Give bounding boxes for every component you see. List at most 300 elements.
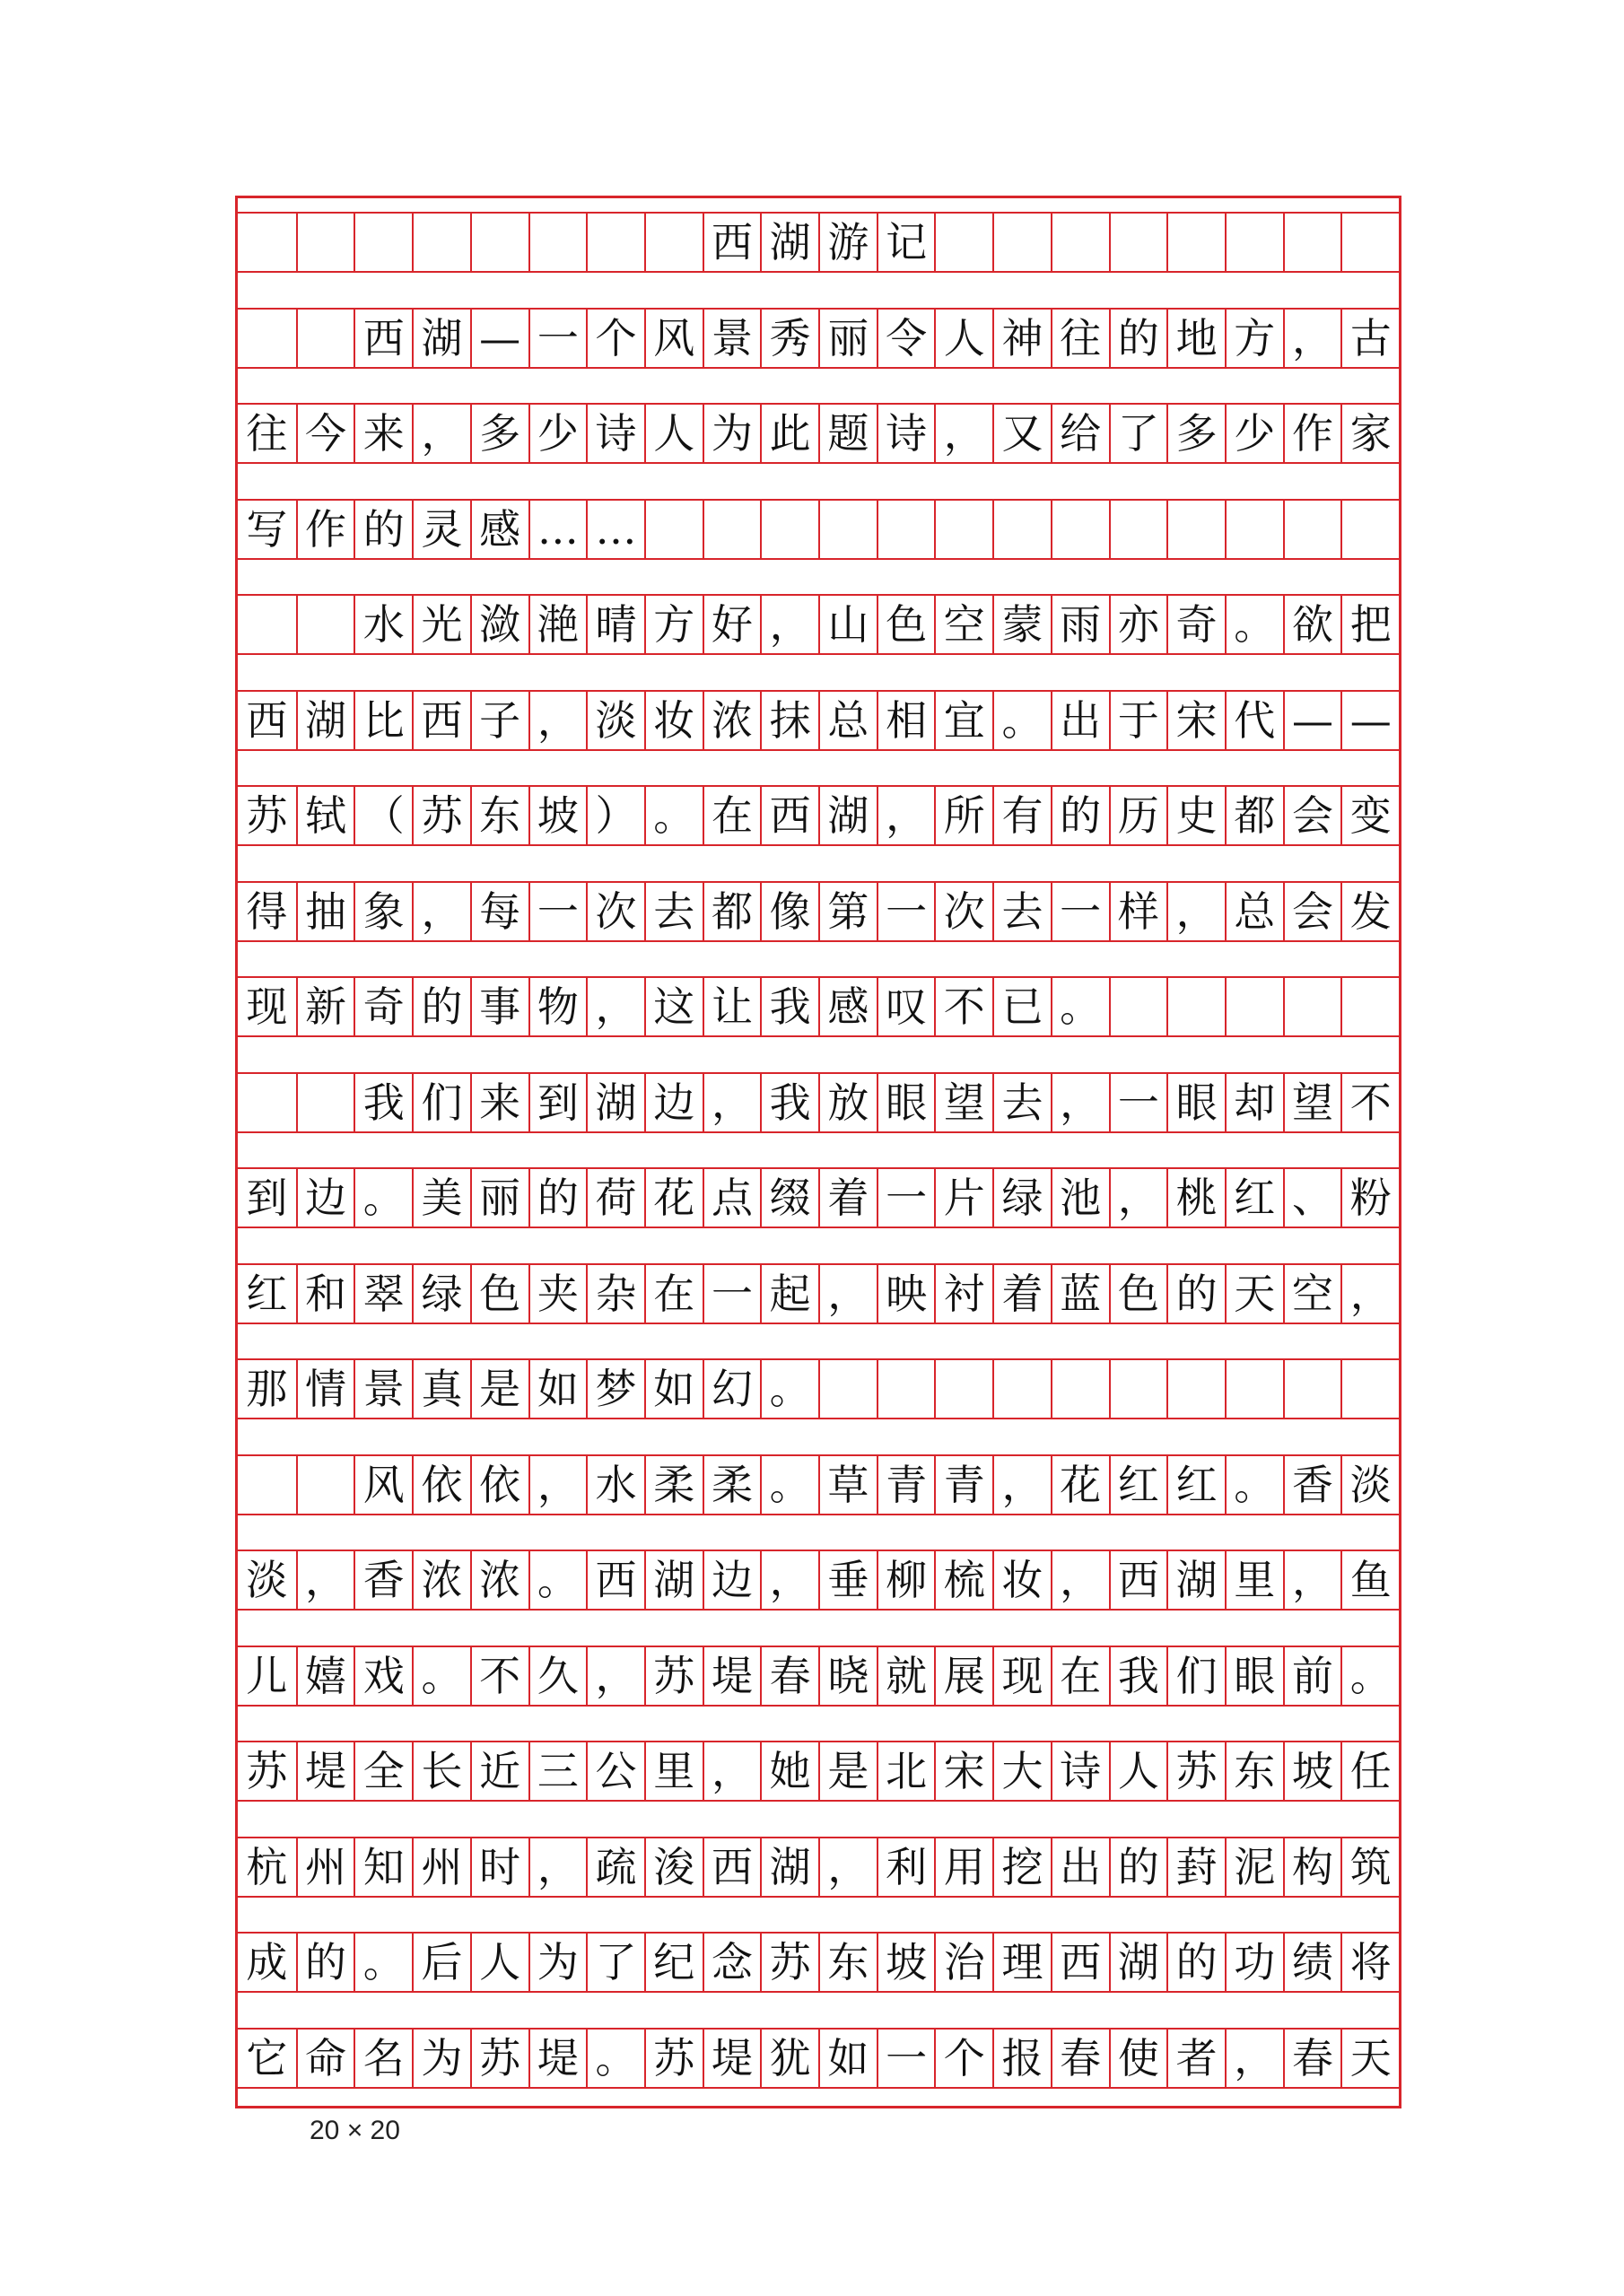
- text-row: [238, 1168, 1399, 1227]
- grid-cell: 坡: [1283, 1742, 1341, 1801]
- grid-cell: ，: [818, 1838, 877, 1897]
- text-row: [238, 1742, 1399, 1801]
- grid-cell: 出: [1051, 691, 1109, 750]
- grid-cell: 来: [354, 404, 412, 463]
- grid-cell: 往: [246, 409, 288, 458]
- grid-cell: 、: [1283, 1168, 1341, 1227]
- grid-cell: 依: [470, 1455, 528, 1515]
- grid-cell: 的: [412, 977, 470, 1036]
- grid-cell: 湖: [644, 1550, 703, 1610]
- text-row: [238, 977, 1399, 1036]
- grid-cell: 构: [1283, 1838, 1341, 1897]
- grid-cell: 少: [1225, 404, 1283, 463]
- grid-cell: 大: [992, 1742, 1051, 1801]
- grid-cell: 。: [354, 1168, 412, 1227]
- grid-cell: 去: [644, 882, 703, 941]
- grid-cell: [296, 1073, 354, 1132]
- grid-cell: 在: [644, 1264, 703, 1323]
- grid-cell: 依: [412, 1455, 470, 1515]
- grid-cell: 现: [246, 982, 288, 1031]
- grid-cell: 苏: [412, 786, 470, 845]
- grid-cell: [1283, 213, 1341, 272]
- grid-cell: 的: [354, 500, 412, 559]
- grid-cell: 苏: [1166, 1742, 1225, 1801]
- grid-cell: 边: [644, 1073, 703, 1132]
- grid-cell: 春: [1051, 2029, 1109, 2088]
- grid-cell: 。: [354, 1933, 412, 1992]
- grid-cell: 报: [992, 2029, 1051, 2088]
- grid-cell: 西: [354, 309, 412, 368]
- grid-cell: 的: [1166, 1933, 1225, 1992]
- grid-cell: ，: [1283, 1550, 1341, 1610]
- text-row: [238, 1264, 1399, 1323]
- grid-cell: 第: [818, 882, 877, 941]
- grid-cell: 者: [1166, 2029, 1225, 2088]
- grid-cell: 丽: [818, 309, 877, 368]
- grid-cell: ，: [528, 1455, 587, 1515]
- grid-cell: 前: [1283, 1646, 1341, 1706]
- grid-cell: 奇: [354, 977, 412, 1036]
- grid-cell: 西: [703, 1838, 761, 1897]
- grid-cell: [934, 500, 992, 559]
- grid-cell: 物: [528, 977, 587, 1036]
- grid-cell: 挖: [992, 1838, 1051, 1897]
- grid-cell: —: [1340, 691, 1399, 750]
- grid-cell: …: [586, 500, 644, 559]
- grid-cell: [1051, 213, 1109, 272]
- grid-cell: 人: [1109, 1742, 1167, 1801]
- grid-cell: 西: [412, 691, 470, 750]
- grid-cell: 宜: [934, 691, 992, 750]
- grid-cell: 晓: [818, 1646, 877, 1706]
- text-row: [238, 786, 1399, 845]
- grid-cell: [296, 1455, 354, 1515]
- text-row: [238, 1838, 1399, 1897]
- grid-cell: 花: [644, 1168, 703, 1227]
- grid-cell: 比: [354, 691, 412, 750]
- grid-cell: 都: [1225, 786, 1283, 845]
- grid-cell: 山: [818, 595, 877, 654]
- grid-cell: 都: [703, 882, 761, 941]
- grid-cell: [1166, 1359, 1225, 1419]
- grid-cell: 天: [1225, 1264, 1283, 1323]
- grid-cell: 眼: [877, 1073, 935, 1132]
- grid-cell: 每: [470, 882, 528, 941]
- grid-cell: 空: [1283, 1264, 1341, 1323]
- manuscript-grid: [235, 196, 1401, 2108]
- grid-cell: 们: [412, 1073, 470, 1132]
- grid-cell: ，: [1340, 1264, 1399, 1323]
- grid-cell: 理: [992, 1933, 1051, 1992]
- grid-cell: 儿: [246, 1651, 288, 1700]
- grid-cell: 家: [1340, 404, 1399, 463]
- grid-cell: 亦: [1109, 595, 1167, 654]
- grid-cell: 她: [760, 1742, 818, 1801]
- grid-cell: 它: [246, 2033, 288, 2082]
- grid-cell: [296, 595, 354, 654]
- grid-cell: 此: [760, 404, 818, 463]
- grid-cell: 晴: [586, 595, 644, 654]
- grid-cell: 在: [703, 786, 761, 845]
- grid-cell: 垂: [818, 1550, 877, 1610]
- grid-cell: 写: [246, 504, 288, 554]
- grid-cell: 象: [354, 882, 412, 941]
- grid-cell: 宋: [1166, 691, 1225, 750]
- grid-cell: 湖: [1109, 1933, 1167, 1992]
- grid-cell: 多: [470, 404, 528, 463]
- grid-cell: 到: [246, 1174, 288, 1222]
- grid-cell: 湖: [412, 309, 470, 368]
- grid-cell: [818, 500, 877, 559]
- grid-cell: 了: [1109, 404, 1167, 463]
- grid-cell: 。: [1340, 1646, 1399, 1706]
- grid-cell: 知: [354, 1838, 412, 1897]
- grid-cell: 翠: [354, 1264, 412, 1323]
- grid-cell: 为: [412, 2029, 470, 2088]
- grid-cell: 方: [1225, 309, 1283, 368]
- grid-cell: [992, 500, 1051, 559]
- grid-cell: 鱼: [1340, 1550, 1399, 1610]
- text-row: [238, 2029, 1399, 2088]
- grid-cell: ，: [877, 786, 935, 845]
- text-row: [238, 691, 1399, 750]
- grid-cell: 方: [644, 595, 703, 654]
- grid-cell: 景: [703, 309, 761, 368]
- grid-cell: 粉: [1340, 1168, 1399, 1227]
- grid-cell: 杂: [586, 1264, 644, 1323]
- grid-cell: [644, 213, 703, 272]
- grid-cell: [528, 213, 587, 272]
- grid-cell: 一: [877, 2029, 935, 2088]
- grid-cell: 游: [818, 213, 877, 272]
- grid-cell: 堤: [703, 2029, 761, 2088]
- grid-cell: 成: [246, 1938, 288, 1986]
- text-row: [238, 1455, 1399, 1515]
- grid-cell: [354, 213, 412, 272]
- grid-cell: 妆: [992, 1550, 1051, 1610]
- grid-cell: [1109, 213, 1167, 272]
- grid-cell: 嬉: [296, 1646, 354, 1706]
- grid-cell: 如: [644, 1359, 703, 1419]
- grid-cell: 一: [528, 882, 587, 941]
- grid-cell: 堤: [528, 2029, 587, 2088]
- text-row: [238, 309, 1399, 368]
- grid-cell: —: [470, 309, 528, 368]
- grid-cell: 青: [877, 1455, 935, 1515]
- grid-cell: 我: [354, 1073, 412, 1132]
- grid-cell: 红: [1225, 1168, 1283, 1227]
- grid-cell: 纪: [644, 1933, 703, 1992]
- grid-cell: 望: [1283, 1073, 1341, 1132]
- grid-cell: 雨: [1051, 595, 1109, 654]
- grid-cell: ，: [296, 1550, 354, 1610]
- grid-cell: 不: [1340, 1073, 1399, 1132]
- grid-cell: 绿: [412, 1264, 470, 1323]
- grid-cell: 利: [877, 1838, 935, 1897]
- grid-cell: [586, 213, 644, 272]
- grid-cell: 为: [703, 404, 761, 463]
- grid-cell: 丽: [470, 1168, 528, 1227]
- grid-cell: 史: [1166, 786, 1225, 845]
- grid-cell: 古: [1340, 309, 1399, 368]
- grid-cell: 苏: [246, 791, 288, 840]
- grid-cell: 功: [1225, 1933, 1283, 1992]
- grid-cell: 浓: [412, 1550, 470, 1610]
- grid-cell: 总: [818, 691, 877, 750]
- grid-cell: 近: [470, 1742, 528, 1801]
- grid-cell: 风: [644, 309, 703, 368]
- grid-cell: [877, 1359, 935, 1419]
- grid-cell: ，: [760, 1550, 818, 1610]
- grid-cell: 映: [877, 1264, 935, 1323]
- grid-cell: 幻: [703, 1359, 761, 1419]
- grid-cell: 西: [246, 695, 288, 745]
- grid-cell: 任: [1340, 1742, 1399, 1801]
- grid-cell: [412, 213, 470, 272]
- grid-cell: ，: [412, 404, 470, 463]
- grid-cell: 神: [992, 309, 1051, 368]
- grid-cell: ）: [586, 786, 644, 845]
- grid-cell: 事: [470, 977, 528, 1036]
- grid-cell: [238, 213, 296, 272]
- grid-cell: 好: [703, 595, 761, 654]
- grid-cell: 湖: [760, 213, 818, 272]
- grid-cell: 的: [528, 1168, 587, 1227]
- grid-cell: 个: [586, 309, 644, 368]
- grid-cell: 筑: [1340, 1838, 1399, 1897]
- grid-cell: 东: [818, 1933, 877, 1992]
- grid-cell: 边: [296, 1168, 354, 1227]
- grid-cell: 色: [470, 1264, 528, 1323]
- grid-cell: 用: [934, 1838, 992, 1897]
- grid-cell: ，: [1166, 882, 1225, 941]
- grid-cell: 的: [1051, 786, 1109, 845]
- text-row: [238, 1646, 1399, 1706]
- grid-cell: 。: [760, 1359, 818, 1419]
- grid-cell: 变: [1340, 786, 1399, 845]
- grid-cell: 西: [703, 213, 761, 272]
- grid-cell: 次: [934, 882, 992, 941]
- grid-cell: 一: [877, 1168, 935, 1227]
- grid-cell: 会: [1283, 882, 1341, 941]
- text-row: [238, 1073, 1399, 1132]
- grid-cell: 念: [703, 1933, 761, 1992]
- grid-cell: 州: [296, 1838, 354, 1897]
- grid-cell: 个: [934, 2029, 992, 2088]
- grid-cell: [238, 1073, 296, 1132]
- grid-cell: 一: [1109, 1073, 1167, 1132]
- grid-cell: 诗: [586, 404, 644, 463]
- grid-cell: 缀: [760, 1168, 818, 1227]
- grid-cell: 叹: [877, 977, 935, 1036]
- grid-cell: 我: [760, 1073, 818, 1132]
- grid-cell: 着: [818, 1168, 877, 1227]
- grid-cell: 治: [934, 1933, 992, 1992]
- text-row: [238, 882, 1399, 941]
- grid-cell: 绿: [992, 1168, 1051, 1227]
- grid-cell: 奇: [1166, 595, 1225, 654]
- grid-cell: 浓: [470, 1550, 528, 1610]
- grid-cell: 葑: [1166, 1838, 1225, 1897]
- grid-cell: 苏: [644, 1646, 703, 1706]
- grid-cell: 里: [644, 1742, 703, 1801]
- grid-cell: 景: [354, 1359, 412, 1419]
- grid-cell: 使: [1109, 2029, 1167, 2088]
- grid-cell: 人: [934, 309, 992, 368]
- grid-cell: 人: [644, 404, 703, 463]
- grid-cell: 轼: [296, 786, 354, 845]
- grid-cell: 蒙: [992, 595, 1051, 654]
- grid-cell: 全: [354, 1742, 412, 1801]
- grid-cell: 池: [1051, 1168, 1109, 1227]
- grid-cell: 如: [528, 1359, 587, 1419]
- grid-cell: 样: [1109, 882, 1167, 941]
- grid-cell: 抹: [760, 691, 818, 750]
- grid-cell: 空: [934, 595, 992, 654]
- grid-cell: 红: [1109, 1455, 1167, 1515]
- grid-cell: [1051, 1359, 1109, 1419]
- grid-cell: 淡: [1340, 1455, 1399, 1515]
- grid-cell: 。: [1225, 595, 1283, 654]
- grid-cell: 里: [1225, 1550, 1283, 1610]
- grid-cell: ，: [586, 977, 644, 1036]
- grid-cell: 荷: [586, 1168, 644, 1227]
- grid-cell: 作: [296, 500, 354, 559]
- grid-cell: [1109, 1359, 1167, 1419]
- grid-cell: 让: [703, 977, 761, 1036]
- grid-cell: 给: [1051, 404, 1109, 463]
- grid-cell: 作: [1283, 404, 1341, 463]
- grid-cell: 秀: [760, 309, 818, 368]
- grid-cell: 花: [1051, 1455, 1109, 1515]
- grid-cell: …: [528, 500, 587, 559]
- grid-cell: 和: [296, 1264, 354, 1323]
- grid-cell: 欲: [1283, 595, 1341, 654]
- grid-cell: 一: [528, 309, 587, 368]
- grid-cell: 东: [1225, 1742, 1283, 1801]
- grid-cell: ，: [1283, 309, 1341, 368]
- grid-cell: [1283, 977, 1341, 1036]
- grid-cell: 了: [586, 1933, 644, 1992]
- grid-cell: [1166, 213, 1225, 272]
- grid-cell: 坡: [528, 786, 587, 845]
- grid-cell: 现: [992, 1646, 1051, 1706]
- grid-cell: 已: [992, 977, 1051, 1036]
- grid-cell: 如: [818, 2029, 877, 2088]
- grid-cell: [1225, 213, 1283, 272]
- grid-cell: 青: [934, 1455, 992, 1515]
- grid-cell: 堤: [296, 1742, 354, 1801]
- grid-cell: [238, 1455, 296, 1515]
- grid-cell: [1340, 977, 1399, 1036]
- grid-cell: ，: [586, 1646, 644, 1706]
- grid-cell: 感: [470, 500, 528, 559]
- grid-cell: 点: [703, 1168, 761, 1227]
- grid-cell: 淡: [586, 691, 644, 750]
- grid-cell: ，: [528, 1838, 587, 1897]
- grid-cell: [760, 500, 818, 559]
- grid-cell: [238, 309, 296, 368]
- grid-cell: 去: [992, 1073, 1051, 1132]
- grid-cell: 水: [586, 1455, 644, 1515]
- grid-cell: 草: [818, 1455, 877, 1515]
- grid-cell: 妆: [644, 691, 703, 750]
- grid-cell: 香: [354, 1550, 412, 1610]
- text-row: [238, 500, 1399, 559]
- grid-cell: 长: [412, 1742, 470, 1801]
- grid-cell: ，: [992, 1455, 1051, 1515]
- grid-cell: 淡: [246, 1556, 288, 1604]
- text-row: [238, 404, 1399, 463]
- grid-cell: 滟: [528, 595, 587, 654]
- grid-cell: 望: [934, 1073, 992, 1132]
- grid-cell: 北: [877, 1742, 935, 1801]
- grid-cell: [1051, 500, 1109, 559]
- grid-cell: 感: [818, 977, 877, 1036]
- grid-cell: 一: [877, 882, 935, 941]
- grid-cell: 西: [760, 786, 818, 845]
- grid-cell: 犹: [760, 2029, 818, 2088]
- grid-cell: 水: [354, 595, 412, 654]
- grid-cell: 少: [528, 404, 587, 463]
- grid-cell: [1109, 977, 1167, 1036]
- grid-cell: ，: [528, 691, 587, 750]
- grid-cell: 天: [1340, 2029, 1399, 2088]
- grid-cell: 泥: [1225, 1838, 1283, 1897]
- grid-cell: 宋: [934, 1742, 992, 1801]
- grid-cell: 。: [412, 1646, 470, 1706]
- grid-cell: 起: [760, 1264, 818, 1323]
- grid-cell: 戏: [354, 1646, 412, 1706]
- grid-cell: 将: [1340, 1933, 1399, 1992]
- grid-cell: 一: [1051, 882, 1109, 941]
- grid-cell: 相: [877, 691, 935, 750]
- grid-cell: 所: [934, 786, 992, 845]
- grid-cell: 眼: [1225, 1646, 1283, 1706]
- grid-cell: 出: [1051, 1838, 1109, 1897]
- grid-cell: ，: [934, 404, 992, 463]
- grid-cell: 们: [1166, 1646, 1225, 1706]
- grid-cell: 。: [528, 1550, 587, 1610]
- grid-cell: 历: [1109, 786, 1167, 845]
- grid-cell: [238, 595, 296, 654]
- grid-cell: [1340, 1359, 1399, 1419]
- grid-cell: （: [354, 786, 412, 845]
- grid-cell: 。: [760, 1455, 818, 1515]
- grid-cell: 灵: [412, 500, 470, 559]
- grid-cell: 真: [412, 1359, 470, 1419]
- grid-cell: 后: [412, 1933, 470, 1992]
- grid-cell: 总: [1225, 882, 1283, 941]
- grid-cell: 苏: [470, 2029, 528, 2088]
- grid-cell: 蓝: [1051, 1264, 1109, 1323]
- grid-cell: [992, 213, 1051, 272]
- grid-cell: [644, 500, 703, 559]
- grid-cell: 地: [1166, 309, 1225, 368]
- grid-cell: 抽: [296, 882, 354, 941]
- grid-cell: 片: [934, 1168, 992, 1227]
- grid-cell: [1225, 500, 1283, 559]
- grid-cell: 不: [470, 1646, 528, 1706]
- grid-cell: 不: [934, 977, 992, 1036]
- grid-cell: 我: [1109, 1646, 1167, 1706]
- grid-cell: 发: [1340, 882, 1399, 941]
- grid-cell: 。: [586, 2029, 644, 2088]
- grid-cell: ，: [703, 1073, 761, 1132]
- grid-cell: 柳: [877, 1550, 935, 1610]
- grid-cell: 夹: [528, 1264, 587, 1323]
- grid-cell: 苏: [644, 2029, 703, 2088]
